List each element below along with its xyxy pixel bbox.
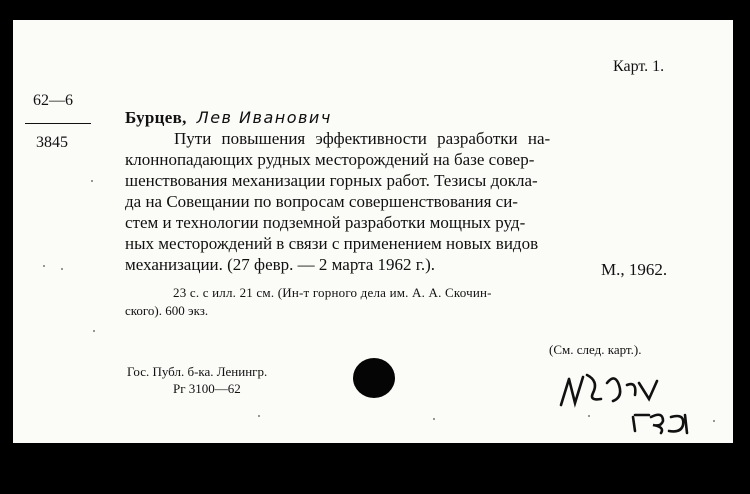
body-line: клоннопадающих рудных месторождений на базе совер- — [125, 150, 535, 169]
call-number-rule — [25, 123, 91, 124]
author-heading — [125, 108, 332, 128]
holding-library-code: Рг 3100—62 — [173, 381, 241, 396]
author-given-name-handwritten: Лев Иванович — [196, 108, 332, 127]
holding-library: Гос. Публ. б-ка. Ленингр. — [127, 364, 268, 379]
call-number-top: 62—6 — [33, 92, 73, 109]
call-number-bottom: 3845 — [36, 134, 68, 151]
author-surname: Бурцев, — [125, 108, 187, 127]
body-line: стем и технологии подземной разработки мощных руд- — [125, 213, 526, 232]
paper-speck — [433, 418, 435, 420]
paper-speck — [61, 268, 63, 270]
catalog-card — [13, 20, 733, 443]
see-next-card-note: (См. след. карт.). — [549, 342, 642, 357]
paper-speck — [93, 330, 95, 332]
collation-line-continued: ского). 600 экз. — [125, 303, 209, 318]
card-number: Карт. 1. — [613, 58, 665, 75]
body-line: ных месторождений в связи с применением новых видов — [125, 234, 539, 253]
paper-speck — [91, 180, 93, 182]
publication-place-year: М., 1962. — [601, 260, 668, 279]
paper-speck — [713, 420, 715, 422]
paper-speck — [588, 415, 590, 417]
punch-hole — [353, 358, 395, 398]
body-line: Пути повышения эффективности разработки на- — [174, 129, 551, 148]
body-line: механизации. (27 февр. — 2 марта 1962 г.). — [125, 255, 436, 274]
paper-speck — [258, 415, 260, 417]
body-line: шенствования механизации горных работ. Тезисы докла- — [125, 171, 538, 190]
handwritten-note-mark — [553, 365, 713, 435]
paper-speck — [43, 265, 45, 267]
body-line: да на Совещании по вопросам совершенствования си- — [125, 192, 518, 211]
collation-line: 23 с. с илл. 21 см. (Ин-т горного дела им. А. А. Скочин- — [173, 285, 492, 300]
